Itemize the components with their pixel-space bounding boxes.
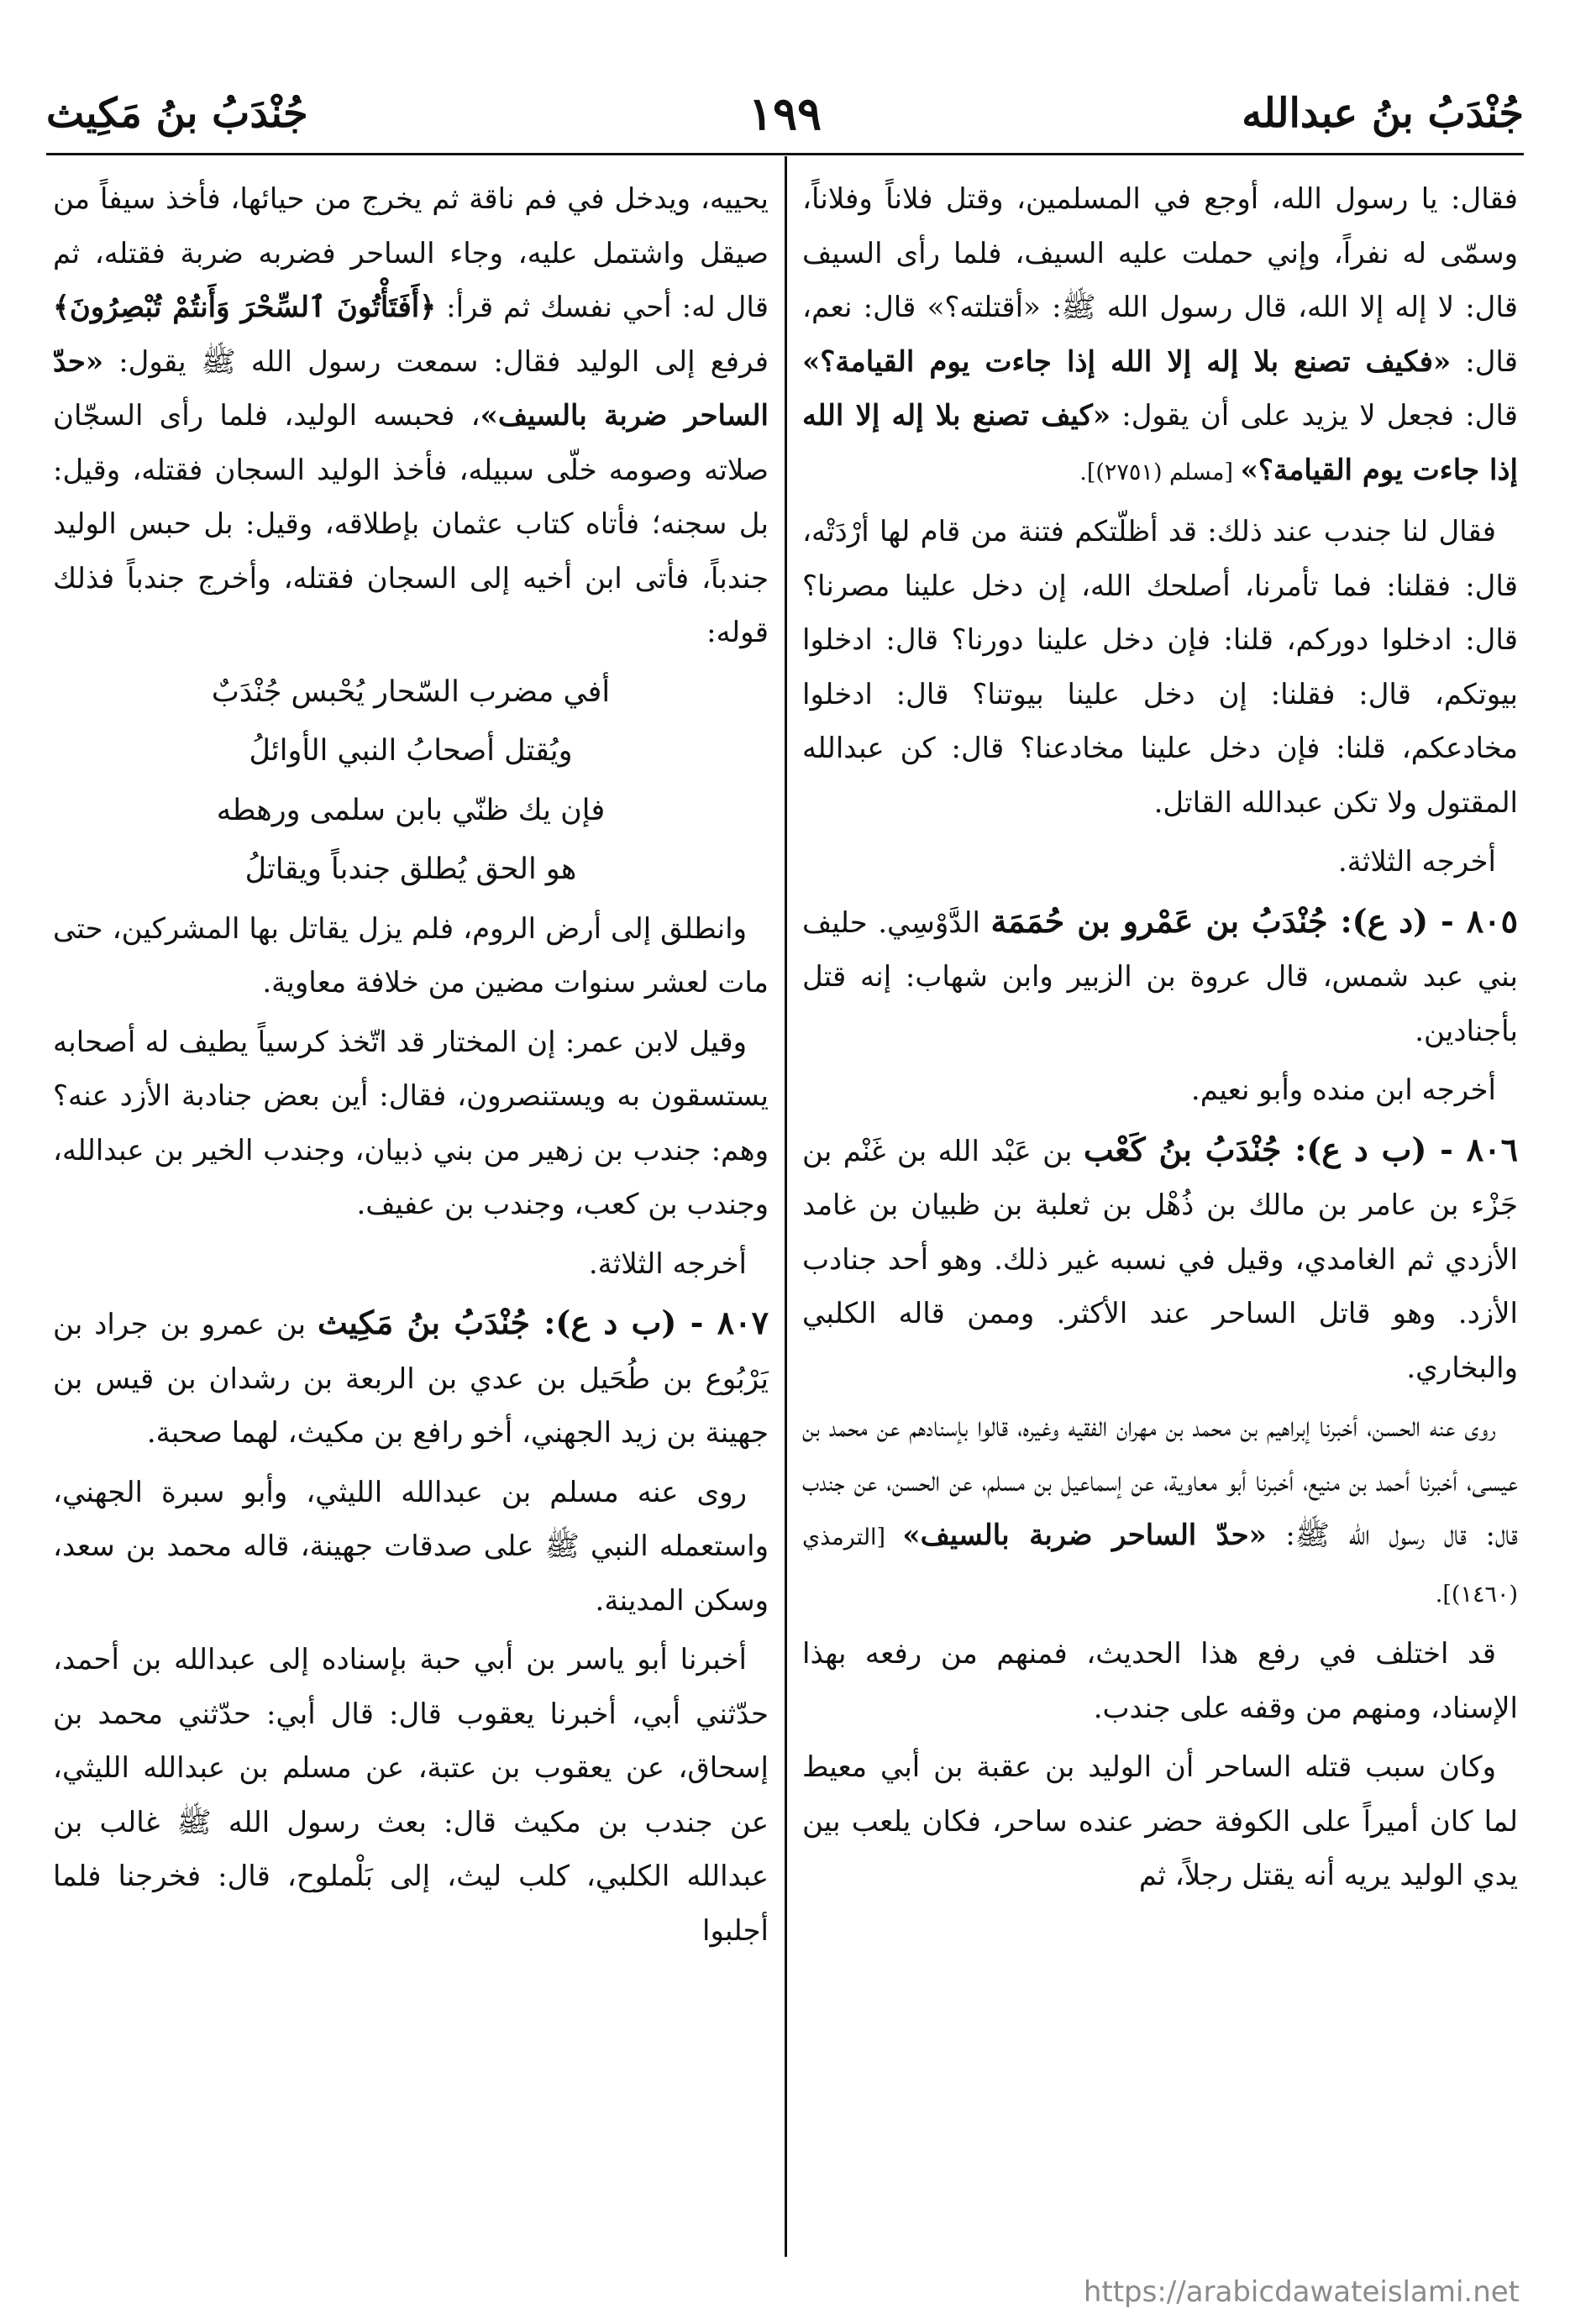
entry-name: جُنْدَبُ بن عَمْرو بن حُمَمَة <box>990 901 1328 940</box>
page-number: ١٩٩ <box>748 87 822 140</box>
poem-verse: ويُقتل أصحابُ النبي الأوائلُ <box>249 734 573 768</box>
paragraph: أخبرنا أبو ياسر بن أبي حبة بإسناده إلى عبدالله بن أحمد، حدّثني أبي، أخبرنا يعقوب قال: قال أبي: حدّثني محمد بن إسحاق، عن يعقوب بن عتبة، عن مسلم بن عبدالله الليثي، عن جندب بن مكيث قال: بعث رسول الله ﷺ غالب بن عبدالله الكلبي، كلب ليث، إلى بَلْملوح، قال: فخرجنا فلما أجلبوا <box>53 1643 769 1948</box>
entry-number: ٨٠٥ - (د ع): <box>1327 901 1518 940</box>
paragraph <box>802 1400 1518 1622</box>
paragraph: وانطلق إلى أرض الروم، فلم يزل يقاتل بها المشركين، حتى مات لعشر سنوات مضين من خلافة معاوية. <box>53 911 769 999</box>
paragraph: فقال لنا جندب عند ذلك: قد أظلّتكم فتنة من قام لها أرْدَتْه، قال: فقلنا: فما تأمرنا، أصلحك الله، إن دخل علينا مصرنا؟ قال: ادخلوا دوركم، قلنا: فإن دخل علينا دورنا؟ قال: ادخلوا بيوتكم، قال: فقلنا: إن دخل علينا بيوتنا؟ قال: ادخلوا مخادعكم، قلنا: فإن دخل علينا مخادعنا؟ قال: كن عبدالله المقتول ولا تكن عبدالله القاتل. <box>802 515 1518 820</box>
column-divider <box>785 156 787 2257</box>
poem-verse: أفي مضرب السّحار يُحْبس جُنْدَبٌ <box>211 674 611 709</box>
entry-number: ٨٠٧ - (ب د ع): <box>530 1304 769 1341</box>
citation: [مسلم (٢٧٥١)]. <box>1079 459 1241 485</box>
right-column <box>802 172 1518 1908</box>
entry-text: بن عمرو بن جراد بن يَرْبُوع بن طُحَيل بن عدي بن الربعة بن رشدان بن قيس بن جهينة بن زيد الجهني، أخو رافع بن مكيث، لهما صحبة. <box>53 1308 769 1450</box>
header-rule <box>46 153 1524 155</box>
text-run: فرفع إلى الوليد فقال: سمعت رسول الله ﷺ يقول: <box>103 344 769 379</box>
text-run: يحييه، ويدخل في فم ناقة ثم يخرج من حيائها، فأخذ سيفاً من صيقل واشتمل عليه، وجاء الساحر فضربه ضربة فقتله، ثم قال له: أحي نفسك ثم قرأ: <box>53 182 769 324</box>
paragraph: أخرجه الثلاثة. <box>1337 845 1496 879</box>
entry-807 <box>53 1296 769 1461</box>
entry-806 <box>802 1123 1518 1396</box>
running-title-right: جُنْدَبُ بنُ عبدالله <box>1242 90 1524 137</box>
paragraph: قد اختلف في رفع هذا الحديث، فمنهم من رفعه بهذا الإسناد، ومنهم من وقفه على جندب. <box>802 1637 1518 1725</box>
paragraph: أخرجه ابن منده وأبو نعيم. <box>1190 1073 1496 1107</box>
entry-name: جُنْدَبُ بنُ مَكِيث <box>318 1304 530 1341</box>
hadith-quote: «حدّ الساحر ضربة بالسيف» <box>53 344 769 433</box>
paragraph: وكان سبب قتله الساحر أن الوليد بن عقبة بن أبي معيط لما كان أميراً على الكوفة حضر عنده ساحر، فكان يلعب بين يدي الوليد يريه أنه يقتل رجلاً، ثم <box>802 1750 1518 1892</box>
poem-verse: هو الحق يُطلق جندباً ويقاتلُ <box>244 852 577 886</box>
entry-text: الدَّوْسِي. حليف بني عبد شمس، قال عروة بن الزبير وابن شهاب: إنه قتل بأجنادين. <box>802 905 1518 1048</box>
entry-805 <box>802 894 1518 1059</box>
left-column <box>53 172 769 1963</box>
paragraph: روى عنه مسلم بن عبدالله الليثي، وأبو سبرة الجهني، واستعمله النبي ﷺ على صدقات جهينة، قاله محمد بن سعد، وسكن المدينة. <box>53 1475 769 1618</box>
entry-name: جُنْدَبُ بنُ كَعْب <box>1083 1130 1282 1168</box>
entry-text: بن عَبْد الله بن غَنْم بن جَزْء بن عامر بن مالك بن ذُهْل بن ثعلبة بن ظبيان بن غامد الأزدي ثم الغامدي، وقيل في نسبه غير ذلك. وهو أحد جنادب الأزد. وهو قاتل الساحر عند الأكثر. وممن قاله الكلبي والبخاري. <box>802 1134 1518 1385</box>
page-header <box>46 80 1524 147</box>
text-run: روى عنه الحسن، أخبرنا إبراهيم بن محمد بن مهران الفقيه وغيره، قالوا بإسنادهم عن محمد بن عيسى، أخبرنا أحمد بن منيع، أخبرنا أبو معاوية، عن إسماعيل بن مسلم، عن الحسن، عن جندب قال: قال رسول الله ﷺ: <box>802 1410 1518 1552</box>
text-run: قال: فجعل لا يزيد على أن يقول: <box>1111 399 1518 433</box>
source-watermark: https://arabicdawateislami.net <box>1083 2275 1520 2309</box>
entry-number: ٨٠٦ - (ب د ع): <box>1281 1130 1519 1168</box>
hadith-quote: «حدّ الساحر ضربة بالسيف» <box>902 1519 1267 1552</box>
quran-quote: ﴿أَفَتَأْتُونَ ٱلسِّحْرَ وَأَنتُمْ تُبْصِرُونَ﴾ <box>53 291 437 324</box>
hadith-quote: «فكيف تصنع بلا إله إلا الله إذا جاءت يوم القيامة؟» <box>802 344 1452 379</box>
paragraph <box>802 172 1518 500</box>
citation: [الترمذي (١٤٦٠)]. <box>802 1524 1518 1608</box>
running-title-left: جُنْدَبُ بنُ مَكِيث <box>46 90 308 137</box>
text-run: ، فحبسه الوليد، فلما رأى السجّان صلاته وصومه خلّى سبيله، فأخذ الوليد السجان فقتله، وقيل: بل سجنه؛ فأتاه كتاب عثمان بإطلاقه، وقيل: بل حبس الوليد جندباً، فأتى ابن أخيه إلى السجان فقتله، وأخرج جندباً فذلك قوله: <box>53 399 769 649</box>
paragraph <box>53 172 769 660</box>
paragraph: وقيل لابن عمر: إن المختار قد اتّخذ كرسياً يطيف له أصحابه يستسقون به ويستنصرون، فقال: أين بعض جنادبة الأزد عنه؟ وهم: جندب بن زهير من بني ذبيان، وجندب الخير بن عبدالله، وجندب بن كعب، وجندب بن عفيف. <box>53 1025 769 1221</box>
hadith-quote: «كيف تصنع بلا إله إلا الله إذا جاءت يوم القيامة؟» <box>802 399 1518 487</box>
paragraph: أخرجه الثلاثة. <box>588 1246 747 1281</box>
poem-verse: فإن يك ظنّي بابن سلمى ورهطه <box>216 793 606 827</box>
text-run: فقال: يا رسول الله، أوجع في المسلمين، وقتل فلاناً وفلاناً، وسمّى له نفراً، وإني حملت عليه السيف، فلما رأى السيف قال: لا إله إلا الله، قال رسول الله ﷺ: «أقتلته؟» قال: نعم، قال: <box>802 182 1519 379</box>
